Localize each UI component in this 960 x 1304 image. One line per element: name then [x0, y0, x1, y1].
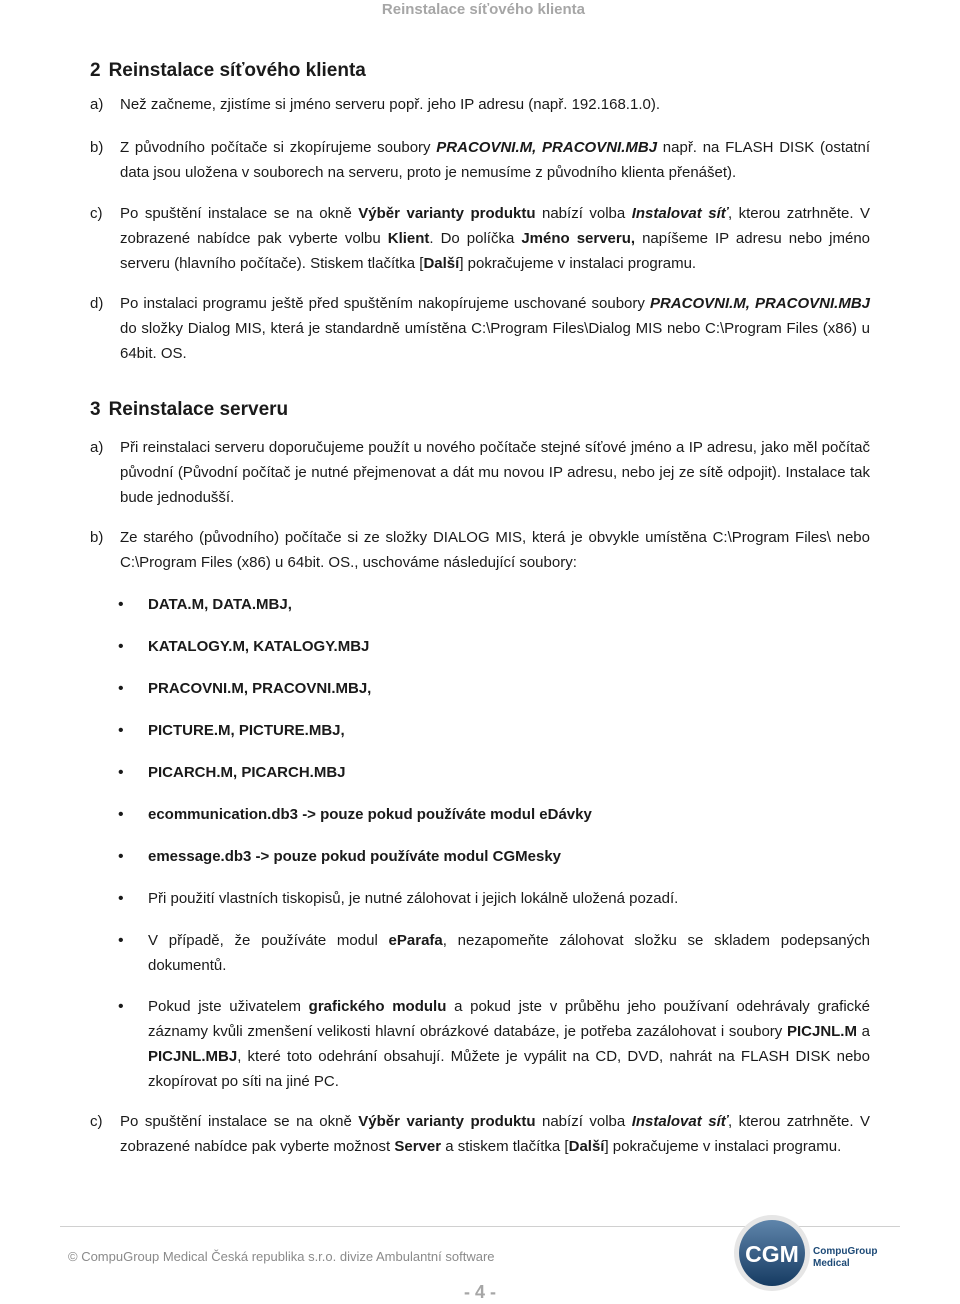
s2-item-a — [90, 92, 870, 117]
s3-item-c — [90, 1109, 870, 1159]
section-2-number: 2 — [90, 60, 101, 81]
logo-line-1: CompuGroup — [813, 1246, 878, 1257]
s2-a-marker: a) — [90, 96, 104, 113]
s2-d-text: Po instalaci programu ještě před spuštěním nakopírujeme uschované soubory PRACOVNI.M, PRACOVNI.MBJ do složky Dialog MIS, která je standardně umístěna C:\Program Files\Dialog MIS nebo C:\Program Files (x86) u 64bit. OS. — [120, 295, 871, 362]
running-header-title: Reinstalace síťového klienta — [381, 1, 585, 18]
bullet-dot: • — [118, 596, 124, 613]
bullet-dot: • — [118, 638, 124, 655]
bullet-text: V případě, že používáte modul eParafa, nezapomeňte zálohovat složku se skladem podepsaných dokumentů. — [148, 932, 870, 974]
bullet-dot: • — [118, 848, 124, 865]
s2-a-text: Než začneme, zjistíme si jméno serveru popř. jeho IP adresu (např. 192.168.1.0). — [120, 96, 660, 113]
bullet-item — [118, 676, 870, 701]
page-number: - 4 - — [463, 1282, 496, 1302]
s3-b-marker: b) — [90, 529, 104, 546]
section-2-heading — [90, 60, 366, 82]
s2-item-b — [90, 135, 870, 185]
s3-c-marker: c) — [90, 1113, 103, 1130]
bullet-item — [118, 634, 870, 659]
bullet-text: ecommunication.db3 -> pouze pokud používáte modul eDávky — [148, 806, 592, 823]
bullet-text: KATALOGY.M, KATALOGY.MBJ — [148, 638, 370, 655]
s3-b-text: Ze starého (původního) počítače si ze složky DIALOG MIS, která je obvykle umístěna C:\Program Files\ nebo C:\Program Files (x86) u 64bit. OS., uschováme následující soubory: — [120, 529, 870, 571]
bullet-text: PICTURE.M, PICTURE.MBJ, — [148, 722, 345, 739]
section-3-title: Reinstalace serveru — [108, 399, 289, 420]
bullet-text: Pokud jste uživatelem grafického modulu a pokud jste v průběhu jeho používaní odehrávaly grafické záznamy kvůli zmenšení velikosti hlavní obrázkové databáze, je potřeba zazálohovat i soubory PICJNL.M a PICJNL.MBJ, které toto odehrání obsahují. Můžete je vypálit na CD, DVD, nahrát na FLASH DISK nebo zkopírovat po síti na jiné PC. — [148, 998, 871, 1090]
bullet-text: PICARCH.M, PICARCH.MBJ — [148, 764, 346, 781]
logo-mark: CGM — [745, 1241, 799, 1267]
s3-a-text: Při reinstalaci serveru doporučujeme použít u nového počítače stejné síťové jméno a IP adresu, jako měl počítač původní (Původní počítač je nutné přejmenovat a dát mu novou IP adresu, nebo jej ze sítě odpojit). Instalace tak bude jednodušší. — [120, 439, 870, 506]
bullet-item — [118, 592, 870, 617]
bullet-text: PRACOVNI.M, PRACOVNI.MBJ, — [148, 680, 372, 697]
s2-item-d — [90, 291, 870, 366]
bullet-item — [118, 886, 870, 911]
bullet-dot: • — [118, 680, 124, 697]
bullet-text: DATA.M, DATA.MBJ, — [148, 596, 292, 613]
bullet-item — [118, 760, 870, 785]
s2-b-marker: b) — [90, 139, 104, 156]
s2-c-marker: c) — [90, 205, 103, 222]
s3-item-a — [90, 435, 870, 510]
footer-copyright: © CompuGroup Medical Česká republika s.r.o. divize Ambulantní software — [68, 1249, 495, 1264]
bullet-dot: • — [118, 722, 124, 739]
bullet-dot: • — [118, 932, 124, 949]
s3-a-marker: a) — [90, 439, 104, 456]
bullet-item — [118, 928, 870, 978]
s2-c-text: Po spuštění instalace se na okně Výběr varianty produktu nabízí volba Instalovat síť, kterou zatrhněte. V zobrazené nabídce pak vyberte volbu Klient. Do políčka Jméno serveru, napíšeme IP adresu nebo jméno serveru (hlavního počítače). Stiskem tlačítka [Další] pokračujeme v instalaci programu. — [120, 205, 871, 272]
s2-b-text: Z původního počítače si zkopírujeme soubory PRACOVNI.M, PRACOVNI.MBJ např. na FLASH DISK (ostatní data jsou uložena v souborech na serveru, proto je nemusíme z původního klienta přenášet). — [120, 139, 871, 181]
bullet-text: Při použití vlastních tiskopisů, je nutné zálohovat i jejich lokálně uložená pozadí. — [148, 890, 679, 907]
section-3-number: 3 — [90, 399, 101, 420]
section-3-heading — [90, 399, 288, 421]
s3-item-b — [90, 525, 870, 575]
bullet-dot: • — [118, 890, 124, 907]
running-header — [0, 0, 960, 22]
bullet-dot: • — [118, 806, 124, 823]
logo-line-2: Medical — [813, 1258, 850, 1269]
s2-item-c — [90, 201, 870, 276]
bullet-item — [118, 802, 870, 827]
section-2-title: Reinstalace síťového klienta — [108, 60, 366, 81]
s3-c-text: Po spuštění instalace se na okně Výběr varianty produktu nabízí volba Instalovat síť, kterou zatrhněte. V zobrazené nabídce pak vyberte možnost Server a stiskem tlačítka [Další] pokračujeme v instalaci programu. — [120, 1113, 870, 1155]
bullet-item — [118, 844, 870, 869]
bullet-item — [118, 994, 870, 1094]
bullet-text: emessage.db3 -> pouze pokud používáte modul CGMesky — [148, 848, 562, 865]
bullet-dot: • — [118, 764, 124, 781]
s2-d-marker: d) — [90, 295, 104, 312]
bullet-item — [118, 718, 870, 743]
bullet-dot: • — [118, 998, 124, 1015]
